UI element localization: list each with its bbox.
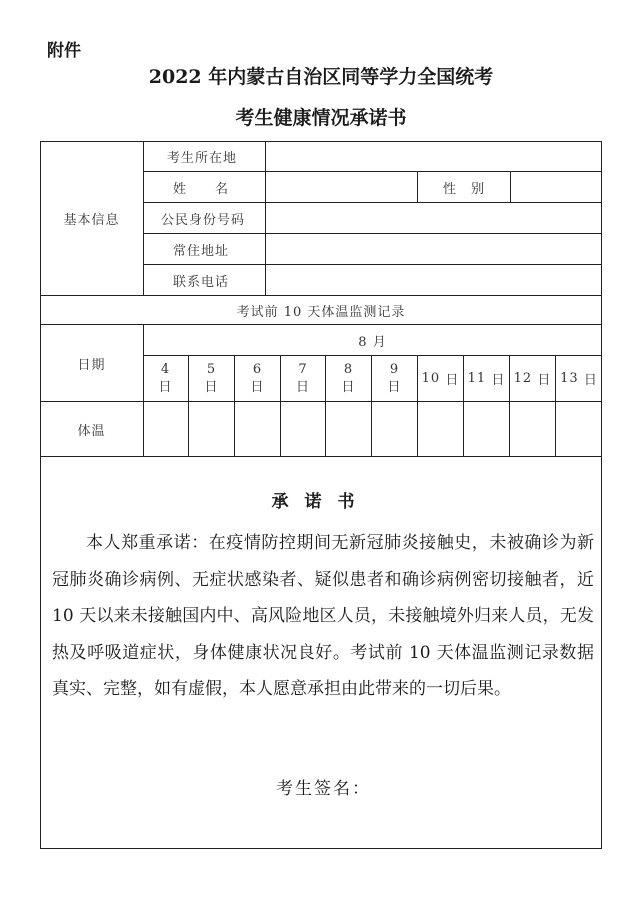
temperature-section-title: 考试前 10 天体温监测记录 (236, 304, 406, 320)
phone-field[interactable] (266, 265, 602, 295)
phone-label: 联系电话 (173, 274, 230, 290)
address-field[interactable] (266, 234, 602, 264)
temperature-field[interactable] (144, 402, 188, 456)
document-subtitle: 考生健康情况承诺书 (235, 107, 407, 129)
attachment-label: 附件 (47, 41, 81, 61)
day-cell (372, 356, 417, 401)
day-cell (235, 356, 280, 401)
location-field[interactable] (266, 141, 602, 171)
day-cell (418, 356, 463, 401)
gender-label: 性 别 (442, 181, 485, 197)
day-number: 5 (206, 361, 217, 377)
temperature-field[interactable] (464, 402, 509, 456)
day-unit: 日 (295, 379, 310, 395)
temperature-field[interactable] (556, 402, 602, 456)
basic-info-label: 基本信息 (63, 212, 120, 228)
day-number: 13 (560, 371, 579, 386)
day-cell (556, 356, 602, 401)
day-cell (510, 356, 555, 401)
name-field[interactable] (266, 172, 417, 202)
temperature-label: 体温 (77, 423, 106, 439)
day-unit: 日 (250, 379, 265, 395)
name-label: 姓 名 (173, 181, 230, 197)
temperature-field[interactable] (189, 402, 234, 456)
id-number-label: 公民身份号码 (161, 212, 246, 228)
day-unit: 日 (158, 379, 173, 395)
date-label: 日期 (77, 357, 106, 373)
day-number: 7 (298, 361, 308, 377)
temperature-field[interactable] (418, 402, 463, 456)
location-label: 考生所在地 (167, 150, 238, 166)
day-unit: 日 (491, 373, 506, 388)
day-unit: 日 (583, 373, 598, 388)
temperature-field[interactable] (510, 402, 555, 456)
document-title: 2022 年内蒙古自治区同等学力全国统考 (148, 66, 494, 88)
signature-label: 考生签名： (276, 779, 371, 799)
day-unit: 日 (387, 379, 402, 395)
temperature-field[interactable] (281, 402, 325, 456)
day-number: 8 (343, 361, 354, 377)
address-label: 常住地址 (173, 243, 230, 259)
pledge-title: 承诺书 (271, 492, 371, 512)
day-cell (464, 356, 509, 401)
day-unit: 日 (445, 373, 460, 388)
day-cell (281, 356, 325, 401)
temperature-field[interactable] (372, 402, 417, 456)
day-number: 12 (513, 371, 533, 386)
day-cell (143, 356, 188, 401)
id-number-field[interactable] (266, 203, 602, 233)
day-unit: 日 (204, 379, 219, 395)
signature-field[interactable] (372, 770, 572, 802)
day-number: 10 (421, 371, 441, 386)
temperature-field[interactable] (235, 402, 280, 456)
day-number: 6 (252, 361, 263, 377)
temperature-field[interactable] (326, 402, 371, 456)
day-cell (326, 356, 371, 401)
day-cell (189, 356, 234, 401)
day-number: 9 (389, 361, 400, 377)
pledge-body: 本人郑重承诺：在疫情防控期间无新冠肺炎接触史，未被确诊为新冠肺炎确诊病例、无症状感染者、疑似患者和确诊病例密切接触者，近 10 天以来未接触国内中、高风险地区人员，未接触境外归来人员，无发热及呼吸道症状，身体健康状况良好。考试前 10 天体温监测记录数据真实、完整，如有虚假，本人愿意承担由此带来的一切后果。 (52, 533, 594, 699)
day-number: 4 (160, 361, 171, 377)
day-unit: 日 (537, 373, 552, 388)
day-number: 11 (467, 371, 487, 386)
gender-field[interactable] (511, 172, 602, 202)
month-label: 8 月 (358, 334, 387, 350)
day-unit: 日 (341, 379, 356, 395)
row-line (40, 456, 602, 457)
